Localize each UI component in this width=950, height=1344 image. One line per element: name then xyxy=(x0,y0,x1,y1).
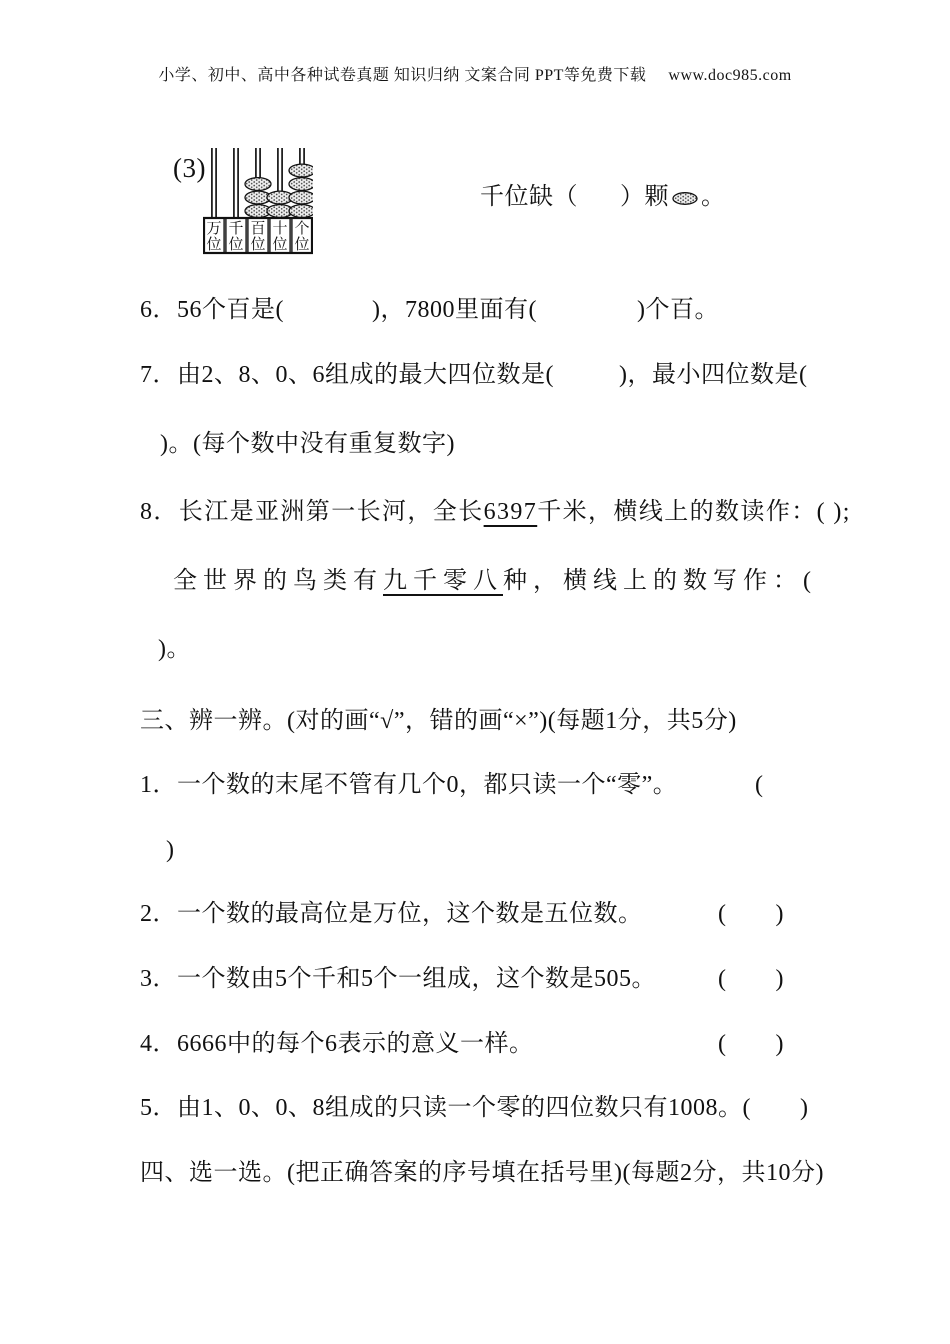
question-6 xyxy=(140,294,719,326)
tf-item-2: 2．一个数的最高位是万位，这个数是五位数。 xyxy=(140,901,643,927)
tf-item-1-close-paren: ) xyxy=(166,837,175,863)
question-8-text: 8．长江是亚洲第一长河，全长 xyxy=(140,499,484,525)
question-8-text2-end: 种，横线上的数写作：( xyxy=(503,568,817,594)
tf-item-3-paren: ( ) xyxy=(718,966,784,992)
question-8-line2 xyxy=(173,565,817,597)
tf-item-2-paren: ( ) xyxy=(718,901,784,927)
question-6-text-mid: )，7800里面有( xyxy=(372,297,537,323)
question-8-line3: )。 xyxy=(158,636,191,662)
question-7-line2: )。(每个数中没有重复数字) xyxy=(160,431,455,457)
question-7-line1 xyxy=(140,359,807,391)
underlined-number: 6397 xyxy=(483,499,538,525)
svg-text:位: 位 xyxy=(294,237,310,253)
svg-text:位: 位 xyxy=(206,237,222,253)
prompt-text-before-blank: 千位缺（ xyxy=(480,184,578,210)
svg-text:个: 个 xyxy=(294,221,310,237)
tf-item-3: 3．一个数由5个千和5个一组成，这个数是505。 xyxy=(140,966,656,992)
tf-item-1-open-paren: ( xyxy=(755,772,764,798)
abacus-figure xyxy=(203,145,313,255)
tf-item-4-paren: ( ) xyxy=(718,1031,784,1057)
question-8-text-end: 千米，横线上的数读作：( ); xyxy=(537,499,851,525)
prompt-period: 。 xyxy=(701,184,726,210)
site-header xyxy=(0,62,950,85)
header-site-url: www.doc985.com xyxy=(668,67,792,84)
question-8-text2: 全世界的鸟类有 xyxy=(173,568,383,594)
question-7-text: 7．由2、8、0、6组成的最大四位数是( xyxy=(140,362,554,388)
bead-icon xyxy=(672,192,698,205)
svg-text:位: 位 xyxy=(228,237,244,253)
tf-item-4: 4．6666中的每个6表示的意义一样。 xyxy=(140,1031,534,1057)
svg-text:十: 十 xyxy=(272,221,288,237)
svg-text:位: 位 xyxy=(250,237,266,253)
question-8-line1 xyxy=(140,496,851,528)
underlined-words: 九千零八 xyxy=(383,568,503,594)
tf-item-5: 5．由1、0、0、8组成的只读一个零的四位数只有1008。( ) xyxy=(140,1095,809,1121)
tf-item-1: 1．一个数的末尾不管有几个0，都只读一个“零”。 xyxy=(140,772,678,798)
question-3-label: (3) xyxy=(173,153,206,183)
header-text: 小学、初中、高中各种试卷真题 知识归纳 文案合同 PPT等免费下载 xyxy=(158,67,647,84)
question-6-text: 6．56个百是( xyxy=(140,297,284,323)
question-7-text-end: )，最小四位数是( xyxy=(619,362,808,388)
svg-text:百: 百 xyxy=(250,221,266,237)
section-four-heading: 四、选一选。(把正确答案的序号填在括号里)(每题2分，共10分) xyxy=(140,1160,824,1186)
section-three-heading: 三、辨一辨。(对的画“√”，错的画“×”)(每题1分，共5分) xyxy=(140,708,737,734)
svg-text:千: 千 xyxy=(228,221,244,237)
question-3-prompt xyxy=(480,181,726,213)
prompt-text-after-blank: ）颗 xyxy=(620,184,669,210)
question-6-text-end: )个百。 xyxy=(636,297,719,323)
svg-text:万: 万 xyxy=(206,221,222,237)
svg-text:位: 位 xyxy=(272,237,288,253)
